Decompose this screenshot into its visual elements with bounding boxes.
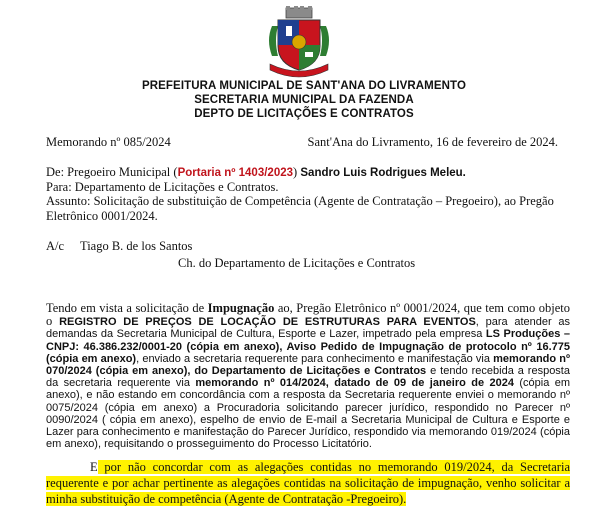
- closing-highlighted-text: por não concordar com as alegações contidas no memorando 019/2024, da Secretaria requerente e por achar pertinente as alegações contidas na solicitação de impugnação, venho solicitar a minha substituição de competência (Agente de Contratação -Pregoeiro).: [46, 460, 570, 506]
- body-part-9: e tendo recebida a resposta da secretaria requerente via: [46, 365, 570, 390]
- body-part-10: memorando nº 014/2024, datado de 09 de janeiro de 2024: [195, 377, 514, 390]
- subject-line: Assunto: Solicitação de substituição de Competência (Agente de Contratação – Pregoeiro), ao Pregão Eletrônico 0001/2024.: [46, 194, 554, 223]
- attention-role: Ch. do Departamento de Licitações e Contratos: [178, 256, 416, 270]
- memo-date: Sant'Ana do Livramento, 16 de fevereiro de 2024.: [307, 135, 558, 149]
- closing-paragraph: [46, 459, 570, 507]
- sender-name: Sandro Luis Rodrigues Meleu.: [297, 167, 466, 179]
- body-paragraph: [46, 302, 570, 450]
- from-label: De: Pregoeiro Municipal (: [46, 165, 178, 179]
- body-part-1: Tendo em vista a solicitação de: [46, 301, 208, 315]
- municipal-coat-of-arms-icon: [264, 6, 334, 78]
- body-part-5: , para atender as demandas da Secretaria Municipal de Cultura, Esporte e Lazer, impetrado pela empresa: [46, 316, 571, 341]
- body-part-3: ao, Pregão Eletrônico nº 0001/2024, que tem como objeto o: [46, 301, 570, 329]
- attention-label: A/c: [46, 239, 65, 253]
- body-part-4: REGISTRO DE PREÇOS DE LOCAÇÃO DE ESTRUTURAS PARA EVENTOS: [59, 316, 476, 329]
- closing-lead: E: [90, 460, 98, 474]
- body-part-8: memorando nº 070/2024 (cópia em anexo), do Departamento de Licitações e Contratos: [46, 352, 571, 378]
- body-part-6: LS Produções – CNPJ: 46.386.232/0001-20 (cópia em anexo), Aviso Pedido de Impugnação de protocolo nº 16.775 (cópia em anexo): [46, 328, 570, 365]
- body-part-11: (cópia em anexo), e não estando em concordância com a resposta da Secretaria requerente enviei o memorando nº 0075/2024 (cópia em anexo) a Procuradoria solicitando parecer jurídico, respondido no Parecer nº 0090/2024 ( cópia em anexo), espelho de envio de E-mail a Secretaria Municipal de Cultura e Esporte e Lazer para conhecimento e manifestação do Parecer Jurídico, respondido via memorando 019/2024 (cópia em anexo), requisitando o prosseguimento do Processo Licitatório.: [46, 377, 571, 451]
- portaria-ref: Portaria nº 1403/2023: [177, 167, 294, 179]
- memo-number: Memorando nº 085/2024: [46, 135, 171, 149]
- body-part-2: Impugnação: [207, 301, 275, 315]
- from-line: [46, 165, 566, 181]
- to-line: Para: Departamento de Licitações e Contratos.: [46, 180, 279, 194]
- body-part-7: , enviado a secretaria requerente para conhecimento e manifestação via: [136, 352, 494, 365]
- header-line-2: SECRETARIA MUNICIPAL DA FAZENDA: [194, 94, 414, 106]
- from-close-paren: ): [293, 165, 298, 179]
- attention-name: Tiago B. de los Santos: [80, 239, 193, 253]
- header-line-1: PREFEITURA MUNICIPAL DE SANT'ANA DO LIVRAMENTO: [141, 80, 467, 92]
- header-line-3: DEPTO DE LICITAÇÕES E CONTRATOS: [194, 108, 414, 120]
